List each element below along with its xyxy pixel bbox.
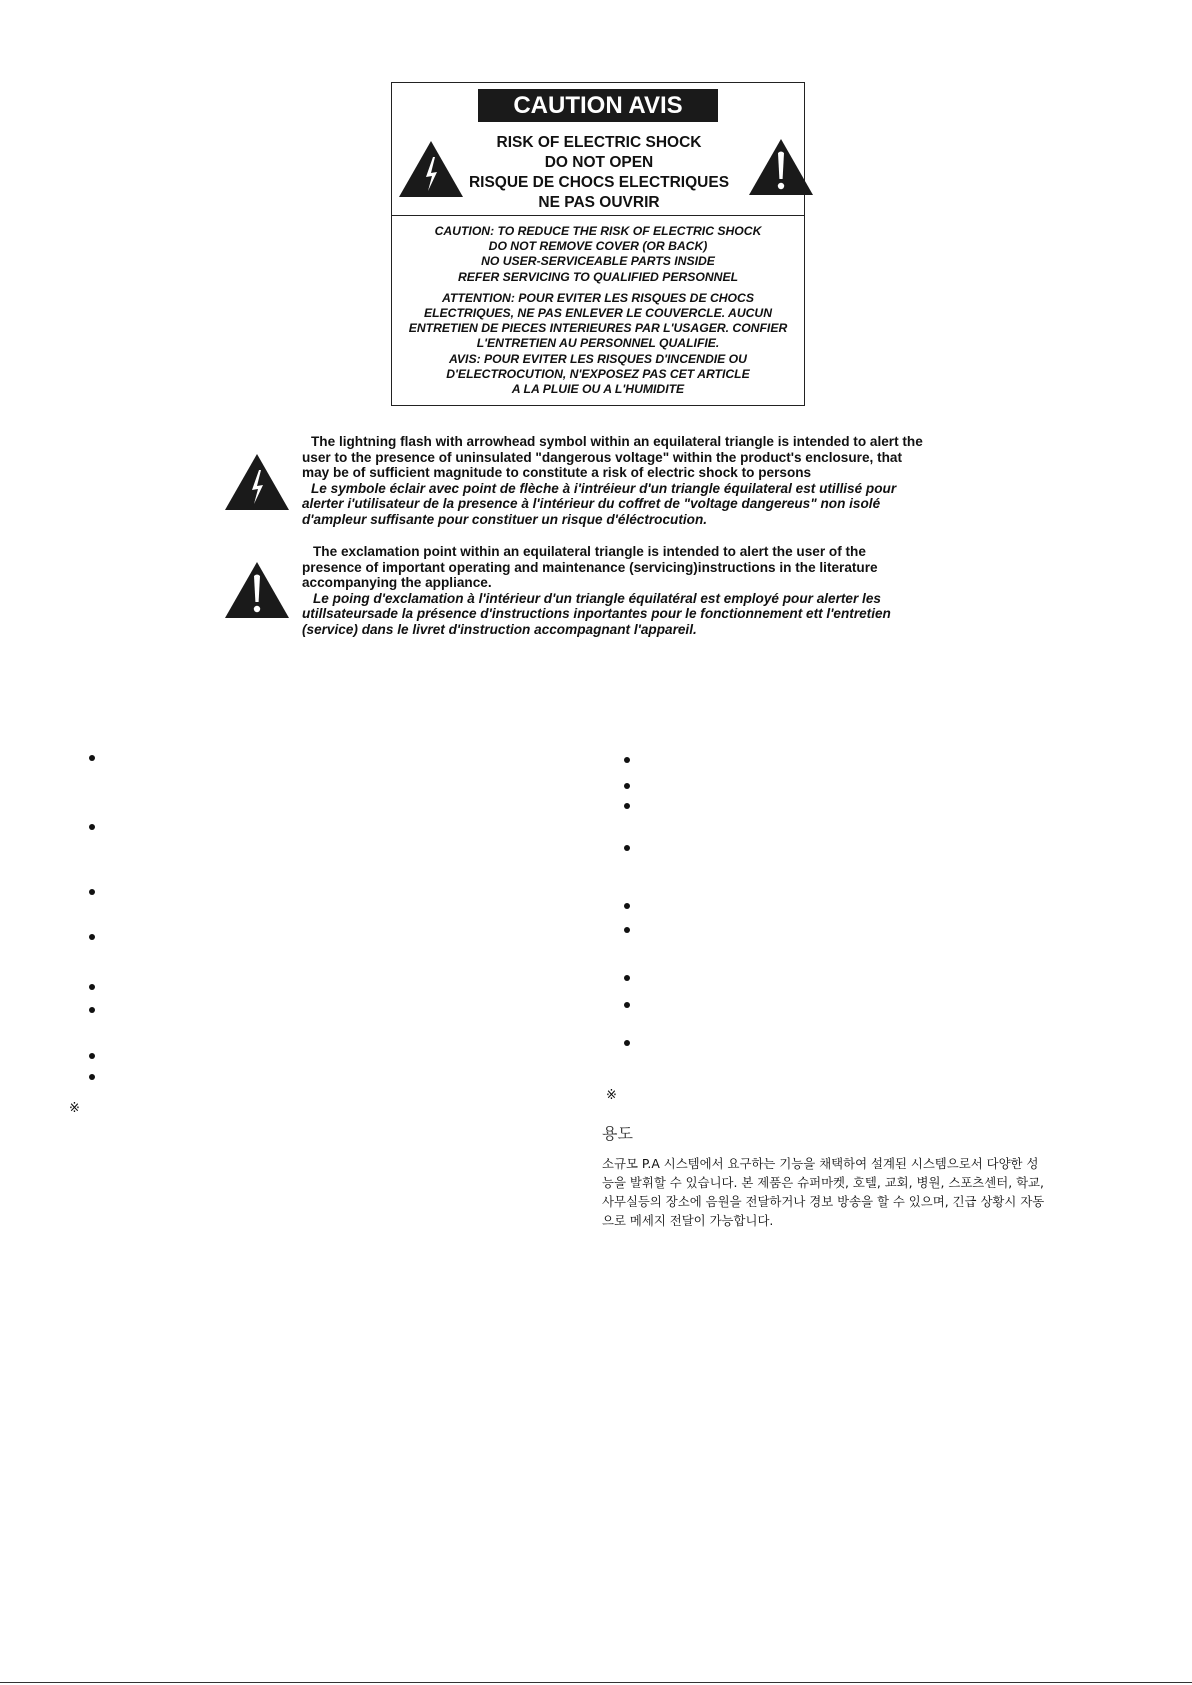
caution-main-line: RISQUE DE CHOCS ELECTRIQUES [468,174,730,191]
bullet-point [89,1074,95,1080]
exclaim-fr-line: utillsateursade la présence d'instructions inportantes pour le fonctionnement ett l'entretien [302,606,891,622]
caution-fr-line: L'ENTRETIEN AU PERSONNEL QUALIFIE. [476,336,720,351]
usage-title: 용도 [602,1124,633,1143]
page-bottom-rule [0,1682,1192,1683]
bullet-point [624,1002,630,1008]
caution-en-line: NO USER-SERVICEABLE PARTS INSIDE [481,254,715,269]
caution-fr-line: AVIS: POUR EVITER LES RISQUES D'INCENDIE OU [449,351,747,366]
bullet-point [624,975,630,981]
bullet-point [89,1007,95,1013]
lightning-en-line: The lightning flash with arrowhead symbol within an equilateral triangle is intended to alert the [311,434,923,449]
exclamation-warning-icon [747,137,815,197]
bullet-point [624,845,630,851]
usage-body [602,1154,1114,1230]
caution-fr-line: ATTENTION: POUR EVITER LES RISQUES DE CHOCS [442,290,754,305]
caution-header: CAUTION AVIS [478,89,718,122]
reference-mark: ※ [69,1101,80,1116]
usage-line: 으로 메세지 전달이 가능합니다. [602,1213,774,1228]
exclamation-symbol-icon [223,560,291,620]
lightning-fr-line: d'ampleur suffisante pour constituer un risque d'éléctrocution. [302,511,708,527]
caution-main-line: NE PAS OUVRIR [538,194,660,211]
usage-line: 능을 발휘할 수 있습니다. 본 제품은 슈퍼마켓, 호텔, 교회, 병원, 스포츠센터, 학교, [602,1175,1044,1190]
lightning-fr-line: Le symbole éclair avec point de flèche à i'intréieur d'un triangle équilateral est utillisé pour [311,480,897,496]
bullet-point [624,1040,630,1046]
usage-line: 사무실등의 장소에 음원을 전달하거나 경보 방송을 할 수 있으며, 긴급 상황시 자동 [602,1194,1045,1209]
lightning-symbol-explanation [302,434,982,528]
exclaim-en-line: presence of important operating and maintenance (servicing)instructions in the literature [302,559,878,575]
lightning-en-line: user to the presence of uninsulated "dangerous voltage" within the product's enclosure, that [302,449,902,465]
bullet-point [89,984,95,990]
bullet-point [624,783,630,789]
usage-section [602,1124,1114,1230]
caution-en-line: REFER SERVICING TO QUALIFIED PERSONNEL [457,269,739,284]
caution-en-line: DO NOT REMOVE COVER (OR BACK) [488,239,708,254]
caution-main-text [432,133,766,213]
bullet-point [624,903,630,909]
bullet-point [624,757,630,763]
usage-line: 소규모 P.A 시스템에서 요구하는 기능을 채택하여 설계된 시스템으로서 다양한 성 [602,1156,1039,1171]
caution-fr-line: ELECTRIQUES, NE PAS ENLEVER LE COUVERCLE. AUCUN [423,306,773,321]
bullet-point [624,927,630,933]
bullet-point [89,824,95,830]
reference-mark: ※ [606,1088,617,1103]
bullet-point [89,1053,95,1059]
caution-fr-line: ENTRETIEN DE PIECES INTERIEURES PAR L'USAGER. CONFIER [408,321,788,336]
exclaim-fr-line: Le poing d'exclamation à l'intérieur d'un triangle équilatéral est employé pour alerter les [313,590,881,606]
lightning-en-line: may be of sufficient magnitude to constitute a risk of electric shock to persons [302,465,812,481]
bullet-point [89,889,95,895]
caution-divider [392,215,804,216]
exclaim-en-line: accompanying the appliance. [302,575,492,591]
caution-en-line: CAUTION: TO REDUCE THE RISK OF ELECTRIC SHOCK [434,224,762,238]
caution-main-line: DO NOT OPEN [544,154,654,171]
exclaim-fr-line: (service) dans le livret d'instruction accompagnant l'appareil. [302,621,697,637]
exclaim-en-line: The exclamation point within an equilateral triangle is intended to alert the user of the [313,544,866,559]
exclamation-symbol-explanation [302,544,982,638]
caution-main-line: RISK OF ELECTRIC SHOCK [496,134,702,151]
caution-fr-line: D'ELECTROCUTION, N'EXPOSEZ PAS CET ARTICLE [446,366,750,381]
bullet-point [89,934,95,940]
caution-instructions [394,224,802,397]
lightning-fr-line: alerter i'utilisateur de la presence à l'intérieur du coffret de "voltage dangereus" non isolé [302,496,881,512]
bullet-point [624,803,630,809]
caution-label-box [391,82,805,406]
lightning-symbol-icon [223,452,291,512]
caution-fr-line: A LA PLUIE OU A L'HUMIDITE [511,382,685,397]
bullet-point [89,755,95,761]
